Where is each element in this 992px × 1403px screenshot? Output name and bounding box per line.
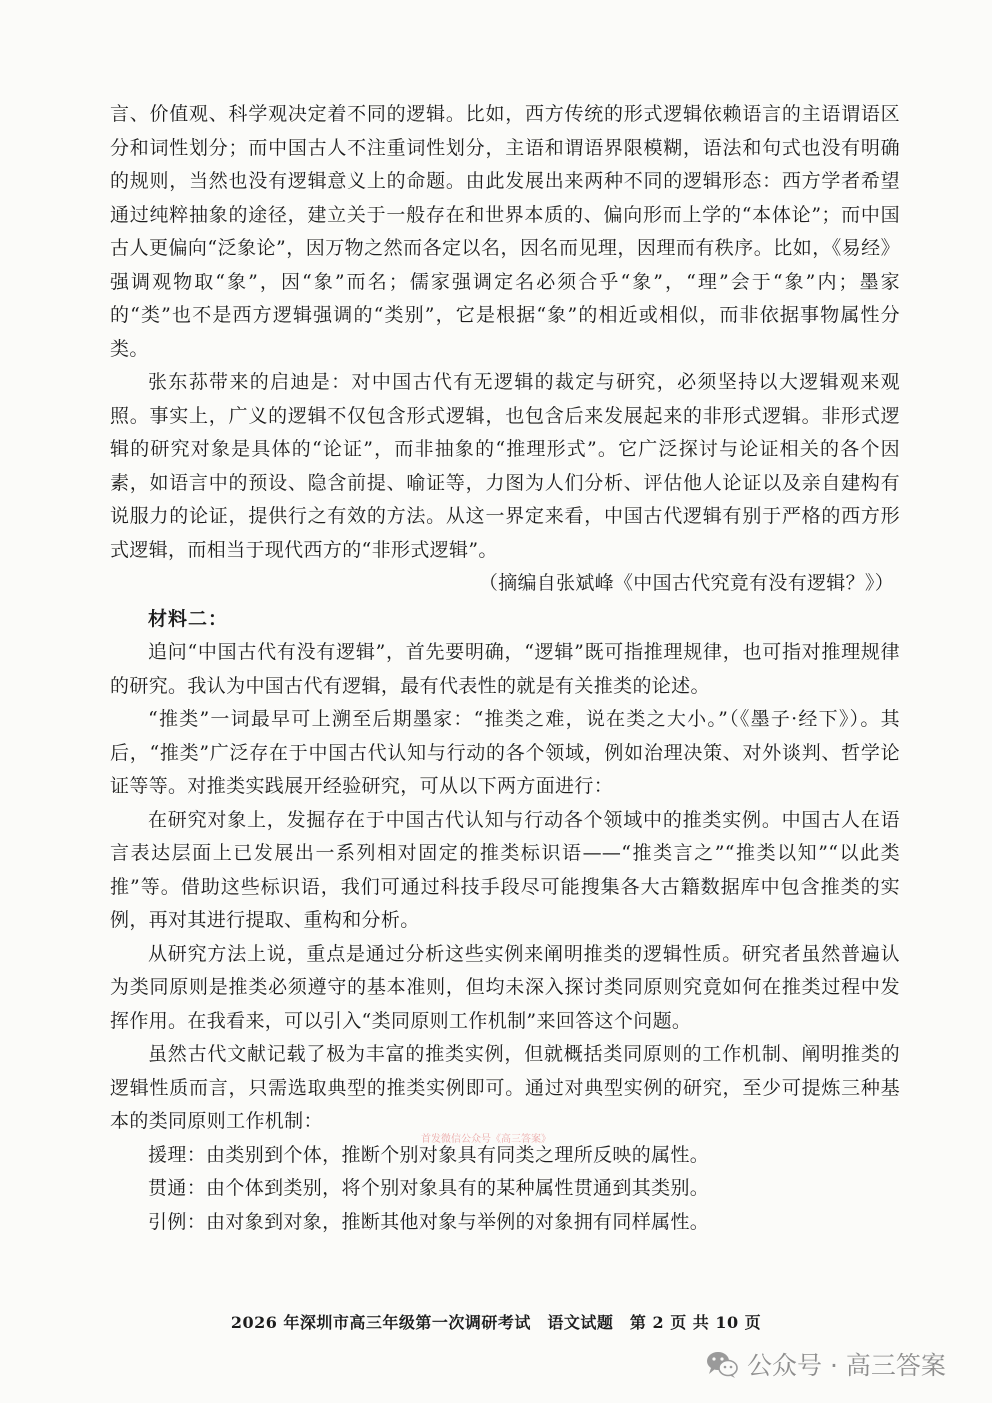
material1-source: （摘编自张斌峰《中国古代究竟有没有逻辑？》） [478, 572, 894, 594]
page-footer: 2026 年深圳市高三年级第一次调研考试 语文试题 第 2 页 共 10 页 [230, 1313, 762, 1332]
material2-paragraph-1: 追问“中国古代有没有逻辑”，首先要明确，“逻辑”既可指推理规律，也可指对推理规律的研究。我认为中国古代有逻辑，最有代表性的就是有关推类的论述。 [110, 641, 900, 697]
material1-paragraph-1: 言、价值观、科学观决定着不同的逻辑。比如，西方传统的形式逻辑依赖语言的主语谓语区分和词性划分；而中国古人不注重词性划分，主语和谓语界限模糊，语法和句式也没有明确的规则，当然也没有逻辑意义上的命题。由此发展出来两种不同的逻辑形态：西方学者希望通过纯粹抽象的途径，建立关于一般存在和世界本质的、偏向形而上学的“本体论”；而中国古人更偏向“泛象论”，因万物之然而各定以名，因名而见理，因理而有秩序。比如，《易经》强调观物取“象”，因“象”而名；儒家强调定名必须合乎“象”，“理”会于“象”内；墨家的“类”也不是西方逻辑强调的“类别”，它是根据“象”的相近或相似，而非依据事物属性分类。 [110, 103, 900, 360]
mechanism-guantong: 贯通：由个体到类别，将个别对象具有的某种属性贯通到其类别。 [148, 1177, 710, 1199]
material2-paragraph-3: 在研究对象上，发掘存在于中国古代认知与行动各个领域中的推类实例。中国古人在语言表达层面上已发展出一系列相对固定的推类标识语——“推类言之”“推类以知”“以此类推”等。借助这些标识语，我们可通过科技手段尽可能搜集各大古籍数据库中包含推类的实例，再对其进行提取、重构和分析。 [110, 808, 900, 931]
material2-paragraph-4: 从研究方法上说，重点是通过分析这些实例来阐明推类的逻辑性质。研究者虽然普遍认为类同原则是推类必须遵守的基本准则，但均未深入探讨类同原则究竟如何在推类过程中发挥作用。在我看来，可以引入“类同原则工作机制”来回答这个问题。 [110, 942, 900, 1032]
document-body [110, 98, 900, 1239]
mechanism-yuanli: 援理：由类别到个体，推断个别对象具有同类之理所反映的属性。 [148, 1143, 710, 1166]
material2-paragraph-2: “推类”一词最早可上溯至后期墨家：“推类之难，说在类之大小。”（《墨子·经下》）。其后，“推类”广泛存在于中国古代认知与行动的各个领域，例如治理决策、对外谈判、哲学论证等等。对推类实践展开经验研究，可从以下两方面进行： [110, 708, 900, 797]
brand-text: 公众号 · 高三答案 [747, 1351, 946, 1380]
mechanism-yinli: 引例：由对象到对象，推断其他对象与举例的对象拥有同样属性。 [148, 1210, 710, 1233]
material1-paragraph-2: 张东荪带来的启迪是：对中国古代有无逻辑的裁定与研究，必须坚持以大逻辑观来观照。事实上，广义的逻辑不仅包含形式逻辑，也包含后来发展起来的非形式逻辑。非形式逻辑的研究对象是具体的“论证”，而非抽象的“推理形式”。它广泛探讨与论证相关的各个因素，如语言中的预设、隐含前提、喻证等，力图为人们分析、评估他人论证以及亲自建构有说服力的论证，提供行之有效的方法。从这一界定来看，中国古代逻辑有别于严格的西方形式逻辑，而相当于现代西方的“非形式逻辑”。 [110, 371, 900, 561]
watermark-text: 首发微信公众号《高三答案》 [421, 1134, 551, 1145]
wechat-icon [705, 1349, 739, 1379]
material2-heading: 材料二： [148, 607, 229, 630]
material2-paragraph-5: 虽然古代文献记载了极为丰富的推类实例，但就概括类同原则的工作机制、阐明推类的逻辑性质而言，只需选取典型的推类实例即可。通过对典型实例的研究，至少可提炼三种基本的类同原则工作机制： [110, 1043, 900, 1132]
wechat-brand [705, 1346, 946, 1382]
